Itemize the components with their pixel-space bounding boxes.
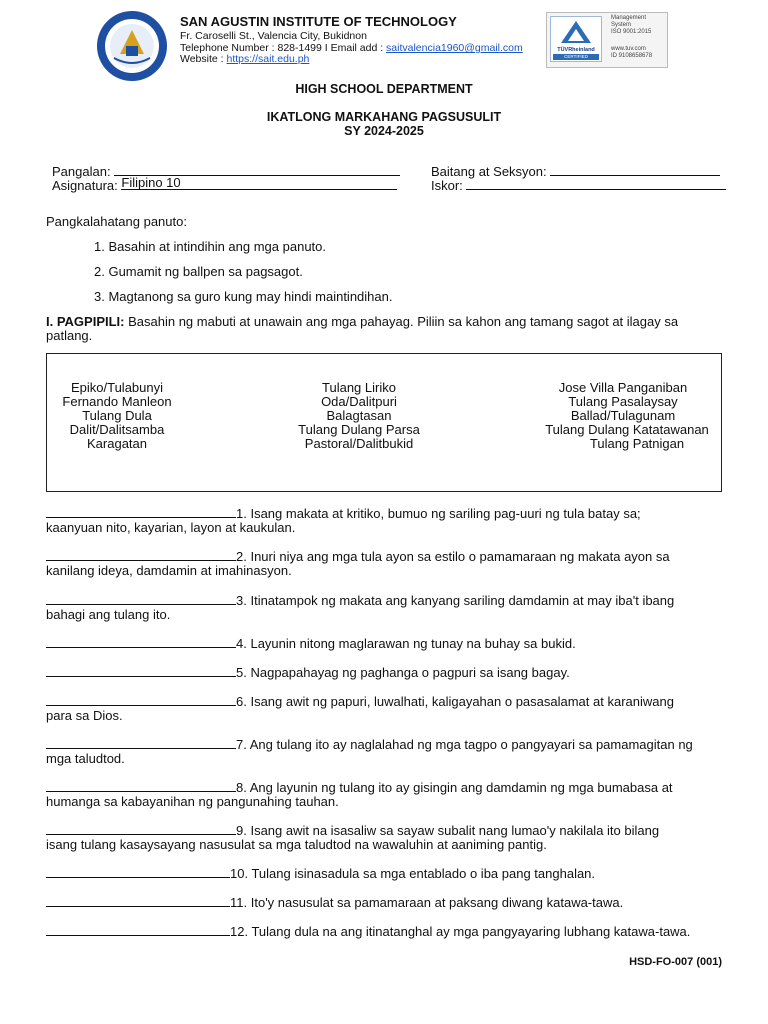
grade-section-blank[interactable] xyxy=(550,162,720,176)
answer-blank[interactable] xyxy=(46,865,230,878)
choice-item: Fernando Manleon xyxy=(62,394,172,409)
choice-item: Tulang Dula xyxy=(82,408,152,423)
exam-title: IKATLONG MARKAHANG PAGSUSULIT xyxy=(266,110,502,124)
instruction-item: 1. Basahin at intindihin ang mga panuto. xyxy=(94,239,327,254)
question-text-cont: para sa Dios. xyxy=(46,708,123,723)
question-text-cont: bahagi ang tulang ito. xyxy=(46,607,171,622)
school-logo xyxy=(96,10,168,82)
choice-item: Tulang Patnigan xyxy=(589,436,685,451)
choice-item: Tulang Dulang Katatawanan xyxy=(545,422,709,437)
name-label: Pangalan: xyxy=(52,164,111,179)
section-1-instruction xyxy=(46,315,736,343)
school-name: SAN AGUSTIN INSTITUTE OF TECHNOLOGY xyxy=(180,14,457,29)
question-number: 11. xyxy=(230,895,248,910)
choice-item: Tulang Dulang Parsa xyxy=(298,422,420,437)
question-text: Itinatampok ng makata ang kanyang sariling damdamin at may iba't ibang xyxy=(250,593,675,608)
question-text: Inuri niya ang mga tula ayon sa estilo o pamamaraan ng makata ayon sa xyxy=(250,549,670,564)
answer-blank[interactable] xyxy=(46,923,230,936)
question-text-cont: kanilang ideya, damdamin at imahinasyon. xyxy=(46,563,292,578)
choice-item: Tulang Liriko xyxy=(322,380,396,395)
question-text: Nagpapahayag ng paghanga o pagpuri sa isang bagay. xyxy=(250,665,570,680)
website-line xyxy=(180,53,309,65)
question-item xyxy=(46,548,726,578)
question-text: Tulang dula na ang itinatanghal ay mga pangyayaring lubhang katawa-tawa. xyxy=(251,924,691,939)
question-item xyxy=(46,923,726,939)
cert-line-4: www.tuv.com xyxy=(611,46,646,52)
question-item xyxy=(46,822,726,852)
question-text: Isang awit ng papuri, luwalhati, kaligayahan o pasasalamat at karaniwang xyxy=(250,694,674,709)
answer-blank[interactable] xyxy=(46,505,236,518)
school-address: Fr. Caroselli St., Valencia City, Bukidnon xyxy=(180,30,367,42)
question-item xyxy=(46,635,726,651)
question-number: 9. xyxy=(236,823,247,838)
score-field[interactable] xyxy=(431,176,726,193)
question-item xyxy=(46,736,726,766)
score-label: Iskor: xyxy=(431,178,463,193)
question-number: 5. xyxy=(236,665,247,680)
email-link[interactable]: saitvalencia1960@gmail.com xyxy=(386,42,523,54)
question-number: 10. xyxy=(230,866,249,881)
grade-section-label: Baitang at Seksyon: xyxy=(431,164,547,179)
choice-item: Tulang Pasalaysay xyxy=(568,394,678,409)
question-item xyxy=(46,664,726,680)
answer-blank[interactable] xyxy=(46,822,236,835)
tuv-certified-label: CERTIFIED xyxy=(553,54,599,60)
question-text: Ang layunin ng tulang ito ay gisingin ang damdamin ng mga bumabasa at xyxy=(249,780,673,795)
question-text: Tulang isinasadula sa mga entablado o iba pang tanghalan. xyxy=(251,866,596,881)
answer-blank[interactable] xyxy=(46,548,236,561)
choice-item: Epiko/Tulabunyi xyxy=(70,380,164,395)
choice-item: Dalit/Dalitsamba xyxy=(69,422,165,437)
question-number: 12. xyxy=(230,924,249,939)
cert-line-1: Management xyxy=(611,15,647,21)
cert-line-5: ID 9108658678 xyxy=(611,53,653,59)
name-blank[interactable] xyxy=(114,162,400,176)
question-number: 4. xyxy=(236,636,247,651)
question-text: Ito'y nasusulat sa pamamaraan at paksang diwang katawa-tawa. xyxy=(250,895,624,910)
question-text: Isang makata at kritiko, bumuo ng sariling pag-uuri ng tula batay sa; xyxy=(246,506,641,521)
section-1-text-cont: patlang. xyxy=(46,328,93,343)
answer-blank[interactable] xyxy=(46,894,230,907)
tuv-certification-badge xyxy=(546,12,668,68)
question-number: 1. xyxy=(236,506,247,521)
instruction-item: 3. Magtanong sa guro kung may hindi maintindihan. xyxy=(94,289,393,304)
answer-blank[interactable] xyxy=(46,592,236,605)
website-label: Website : xyxy=(180,53,227,65)
answer-blank[interactable] xyxy=(46,664,236,677)
question-text: Layunin nitong maglarawan ng tunay na buhay sa bukid. xyxy=(250,636,576,651)
question-text-cont: mga taludtod. xyxy=(46,751,125,766)
choice-item: Pastoral/Dalitbukid xyxy=(304,436,414,451)
cert-line-3: ISO 9001:2015 xyxy=(611,29,652,35)
question-item xyxy=(46,894,726,910)
instructions-heading: Pangkalahatang panuto: xyxy=(46,214,187,229)
question-text: Isang awit na isasaliw sa sayaw subalit nang lumao'y nakilala ito bilang xyxy=(250,823,660,838)
department-title: HIGH SCHOOL DEPARTMENT xyxy=(295,82,473,96)
choice-item: Oda/Dalitpuri xyxy=(321,394,397,409)
section-1-label: I. PAGPIPILI: xyxy=(46,314,125,329)
question-item xyxy=(46,505,726,535)
subject-label: Asignatura: xyxy=(52,178,118,193)
school-year: SY 2024-2025 xyxy=(344,124,424,138)
question-text: Ang tulang ito ay naglalahad ng mga tagpo o pangyayari sa pamamagitan ng xyxy=(249,737,693,752)
question-text-cont: isang tulang kasaysayang nasusulat sa mga taludtod na wawaluhin at aaniming pantig. xyxy=(46,837,547,852)
form-code: HSD-FO-007 (001) xyxy=(629,956,722,968)
tuv-brand: TÜVRheinland xyxy=(557,47,595,53)
question-number: 3. xyxy=(236,593,247,608)
question-item xyxy=(46,592,726,622)
section-1-text: Basahin ng mabuti at unawain ang mga pahayag. Piliin sa kahon ang tamang sagot at ilagay sa xyxy=(124,314,679,329)
question-item xyxy=(46,865,726,881)
question-number: 2. xyxy=(236,549,247,564)
choice-item: Karagatan xyxy=(87,436,147,451)
subject-field[interactable] xyxy=(52,176,397,193)
answer-blank[interactable] xyxy=(46,736,236,749)
question-number: 8. xyxy=(236,780,247,795)
tuv-logo xyxy=(550,16,602,62)
choices-box xyxy=(46,353,722,492)
telephone-text: Telephone Number : 828-1499 I Email add : xyxy=(180,42,387,54)
cert-line-2: System xyxy=(611,22,632,28)
question-item xyxy=(46,693,726,723)
subject-value: Filipino 10 xyxy=(121,175,181,190)
choice-item: Balagtasan xyxy=(326,408,392,423)
choice-item: Jose Villa Panganiban xyxy=(558,380,688,395)
choice-item: Ballad/Tulagunam xyxy=(570,408,676,423)
question-text-cont: kaanyuan nito, kayarian, layon at kaukulan. xyxy=(46,520,296,535)
answer-blank[interactable] xyxy=(46,779,236,792)
question-text-cont: humanga sa kabayanihan ng pangunahing tauhan. xyxy=(46,794,339,809)
website-link[interactable]: https://sait.edu.ph xyxy=(226,53,310,65)
score-blank[interactable] xyxy=(466,176,726,190)
question-number: 7. xyxy=(236,737,247,752)
answer-blank[interactable] xyxy=(46,693,236,706)
question-number: 6. xyxy=(236,694,247,709)
tuv-triangle-icon xyxy=(551,17,601,47)
answer-blank[interactable] xyxy=(46,635,236,648)
question-item xyxy=(46,779,726,809)
instruction-item: 2. Gumamit ng ballpen sa pagsagot. xyxy=(94,264,303,279)
subject-blank[interactable] xyxy=(121,176,397,190)
